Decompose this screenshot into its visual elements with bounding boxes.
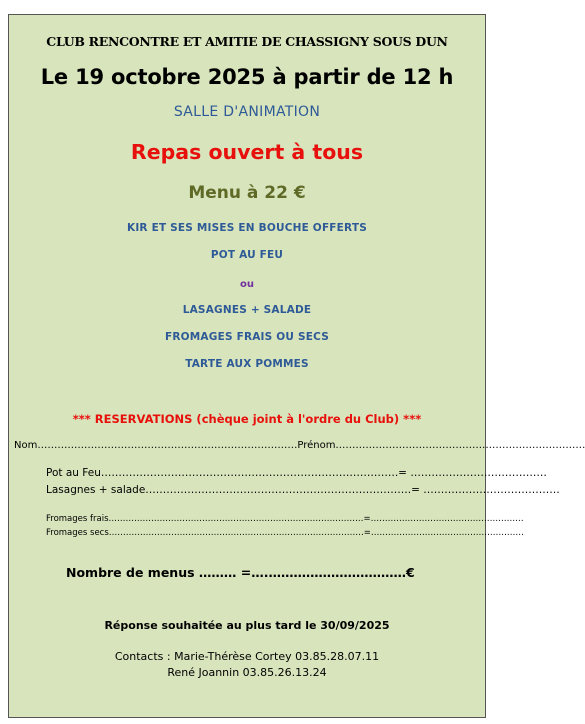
headline: Repas ouvert à tous xyxy=(130,140,364,164)
flyer xyxy=(8,14,585,718)
deadline: Réponse souhaitée au plus tard le 30/09/2025 xyxy=(104,619,390,632)
menu-item-tarte: TARTE AUX POMMES xyxy=(185,358,309,370)
fromages-secs-line: Fromages secs………………………………………………………………………………=……………………………………………… xyxy=(46,528,524,538)
menu-item-fromages: FROMAGES FRAIS OU SECS xyxy=(165,331,329,343)
name-field-line: Nom……………………………………………………………………Prénom………………………………………………………………… xyxy=(14,440,585,451)
menu-item-kir: KIR ET SES MISES EN BOUCHE OFFERTS xyxy=(126,222,367,234)
venue: SALLE D'ANIMATION xyxy=(173,104,321,120)
nombre-de-menus-line: Nombre de menus ……… =….……………………………€ xyxy=(66,565,415,580)
menu-separator-ou: ou xyxy=(240,279,254,290)
event-date: Le 19 octobre 2025 à partir de 12 h xyxy=(40,65,454,89)
club-name: CLUB RENCONTRE ET AMITIE DE CHASSIGNY SOUS DUN xyxy=(46,34,448,49)
lasagnes-line: Lasagnes + salade………………………………………………………………….= ………………………………… xyxy=(46,484,560,496)
fromages-frais-line: Fromages frais………………………………………………………………………………=……………………………………………… xyxy=(46,514,524,524)
menu-item-pot-au-feu: POT AU FEU xyxy=(210,249,284,261)
contact-line-1: Contacts : Marie-Thérèse Cortey 03.85.28.07.11 xyxy=(114,650,380,663)
reservations-heading: *** RESERVATIONS (chèque joint à l'ordre du Club) *** xyxy=(72,412,422,426)
pot-au-feu-line: Pot au Feu………………………………………………………………………….= ………………………………… xyxy=(46,467,547,479)
contact-line-2: René Joannin 03.85.26.13.24 xyxy=(167,666,327,679)
menu-item-lasagnes: LASAGNES + SALADE xyxy=(182,304,312,316)
contacts xyxy=(9,649,485,681)
menu-price: Menu à 22 € xyxy=(188,183,306,203)
